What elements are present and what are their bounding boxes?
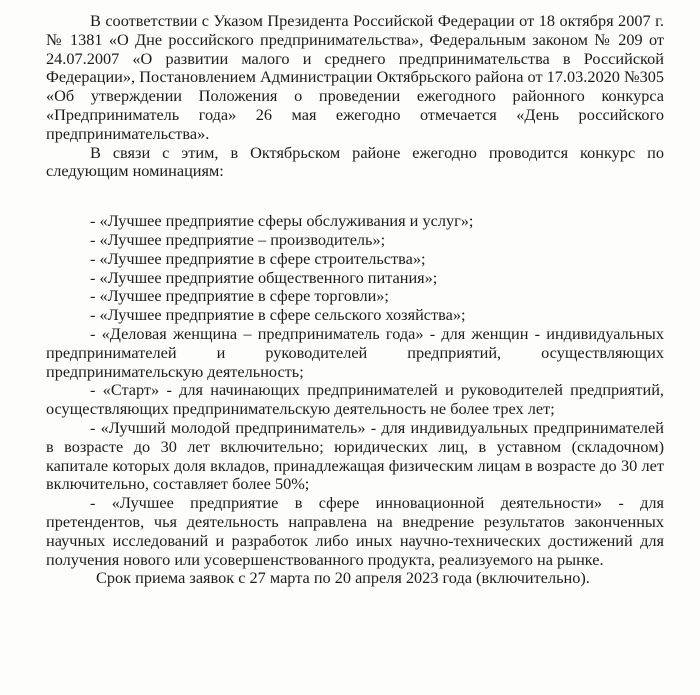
nomination-item: - «Лучшее предприятие в сфере сельского хозяйства»; xyxy=(90,305,466,325)
nomination-item: - «Лучший молодой предприниматель» - для индивидуальных предпринимателей в возрасте до 30 лет включительно; юридических лиц, в уставном (складочном) капитале которых доля вкладов, принадлежащая физическим лицам в возрасте до 30 лет включительно, составляет более 50%; xyxy=(46,417,664,494)
contest-intro-paragraph: В связи с этим, в Октябрьском районе ежегодно проводится конкурс по следующим номинациям: xyxy=(46,142,664,181)
nomination-item: - «Старт» - для начинающих предпринимателей и руководителей предприятий, осуществляющих предпринимательскую деятельность не более трех лет; xyxy=(46,380,664,419)
intro-paragraph: В соответствии с Указом Президента Российской Федерации от 18 октября 2007 г. № 1381 «О Дне российского предпринимательства», Федеральным законом № 209 от 24.07.2007 «О развитии малого и среднего предпринимательства в Российской Федерации», Постановлением Администрации Октябрьского района от 17.03.2020 №305 «Об утверждении Положения о проведении ежегодного районного конкурса «Предприниматель года» 26 мая ежегодно отмечается «День российского предпринимательства». xyxy=(46,11,664,143)
nomination-item: - «Лучшее предприятие общественного питания»; xyxy=(90,267,438,287)
nomination-item: - «Лучшее предприятие в сфере строительства»; xyxy=(90,248,426,268)
nominations-list xyxy=(46,212,664,569)
deadline-paragraph: Срок приема заявок с 27 марта по 20 апреля 2023 года (включительно). xyxy=(96,568,590,588)
nomination-item: - «Лучшее предприятие – производитель»; xyxy=(90,229,386,249)
nomination-item: - «Лучшее предприятие в сфере торговли»; xyxy=(90,286,389,306)
nomination-item: - «Деловая женщина – предприниматель года» - для женщин - индивидуальных предпринимателей и руководителей предприятий, осуществляющих предпринимательскую деятельность; xyxy=(46,323,664,381)
nomination-item: - «Лучшее предприятие в сфере инновационной деятельности» - для претендентов, чья деятельность направлена на внедрение результатов законченных научных исследований и разработок либо иных научно-технических достижений для получения нового или усовершенствованного продукта, реализуемого на рынке. xyxy=(46,493,664,569)
nomination-item: - «Лучшее предприятие сферы обслуживания и услуг»; xyxy=(90,211,474,231)
